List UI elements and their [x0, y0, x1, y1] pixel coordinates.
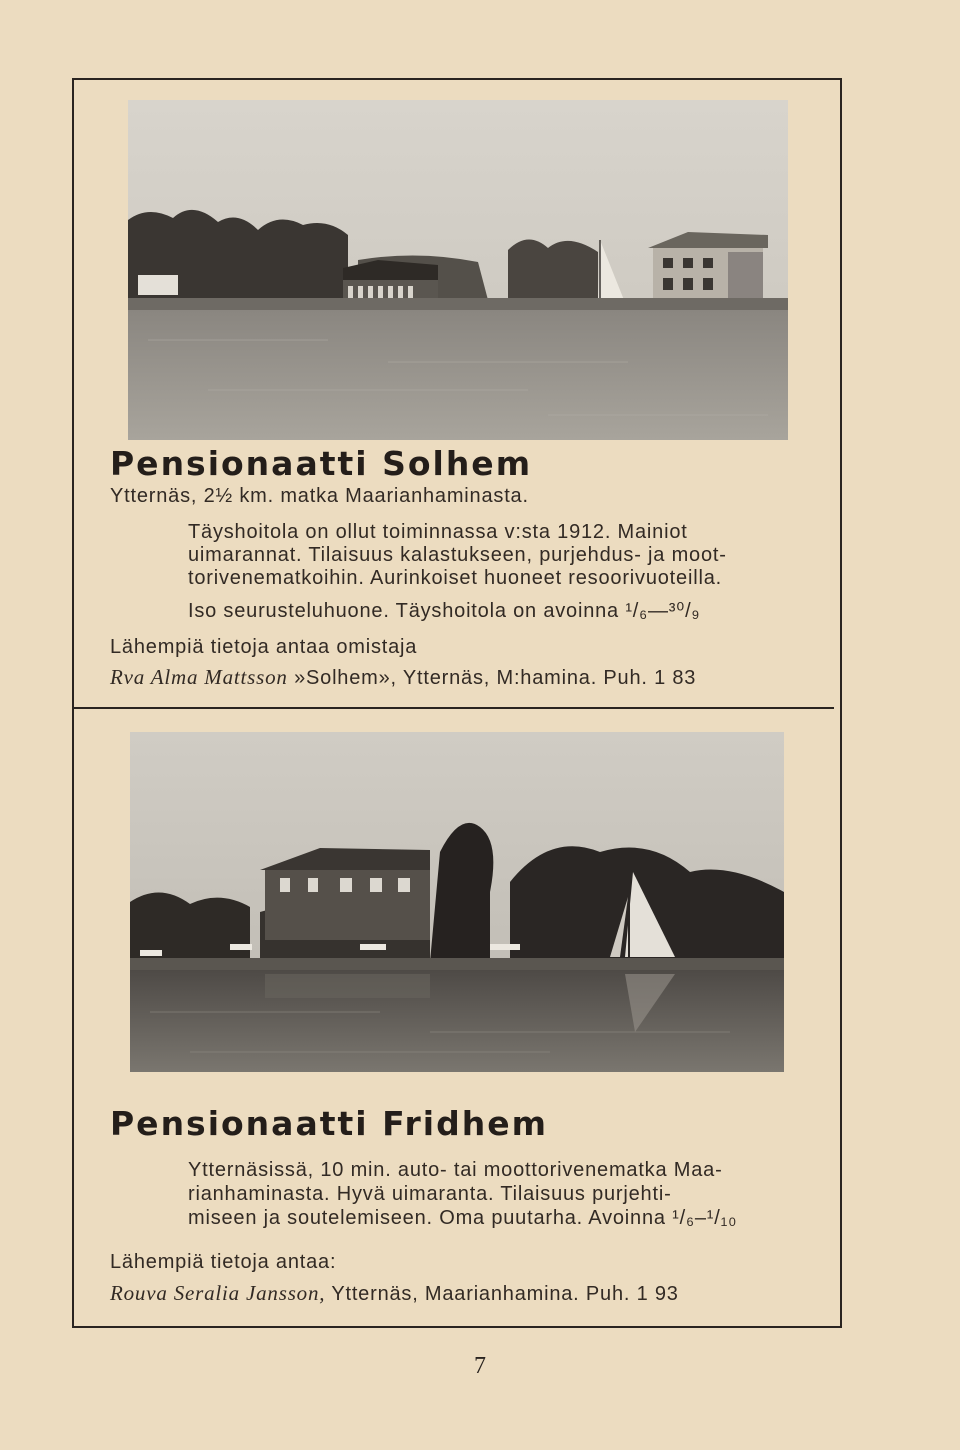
- fridhem-description-line: rianhaminasta. Hyvä uimaranta. Tilaisuus purjehti-: [188, 1183, 672, 1205]
- solhem-description-line: uimarannat. Tilaisuus kalastukseen, purjehdus- ja moot-: [188, 544, 727, 566]
- fridhem-description-line: miseen ja soutelemiseen. Oma puutarha. Avoinna ¹/₆–¹/₁₀: [188, 1207, 738, 1229]
- frame-top-rule: [72, 78, 842, 80]
- frame-left-rule-bottom: [72, 707, 74, 1327]
- fridhem-owner-address: Ytternäs, Maarianhamina. Puh. 1 93: [331, 1283, 679, 1305]
- frame-right-rule-bottom: [840, 707, 842, 1327]
- solhem-contact: [110, 666, 696, 690]
- fridhem-title: Pensionaatti Fridhem: [110, 1104, 548, 1143]
- solhem-description-line: torivenematkoihin. Aurinkoiset huoneet resoorivuoteilla.: [188, 567, 722, 589]
- solhem-description-line: Iso seurusteluhuone. Täyshoitola on avoinna ¹/₆—³⁰/₉: [188, 600, 701, 622]
- fridhem-contact: [110, 1282, 679, 1306]
- solhem-description-line: Täyshoitola on ollut toiminnassa v:sta 1912. Mainiot: [188, 521, 688, 543]
- fridhem-photo: [130, 732, 784, 1072]
- page-number: 7: [474, 1353, 486, 1379]
- solhem-owner-address: »Solhem», Ytternäs, M:hamina. Puh. 1 83: [294, 667, 697, 689]
- solhem-owner-name: Rva Alma Mattsson: [110, 665, 288, 689]
- solhem-info-label: Lähempiä tietoja antaa omistaja: [110, 636, 418, 658]
- frame-bottom-rule: [72, 1326, 842, 1328]
- solhem-title: Pensionaatti Solhem: [110, 444, 533, 483]
- frame-left-rule-top: [72, 78, 74, 708]
- solhem-photo: [128, 100, 788, 440]
- frame-right-rule-top: [840, 78, 842, 708]
- frame-middle-rule: [72, 707, 834, 709]
- fridhem-info-label: Lähempiä tietoja antaa:: [110, 1251, 337, 1273]
- solhem-location: Ytternäs, 2½ km. matka Maarianhaminasta.: [110, 485, 529, 507]
- fridhem-owner-name: Rouva Seralia Jansson,: [110, 1281, 326, 1305]
- fridhem-description-line: Ytternäsissä, 10 min. auto- tai moottorivenematka Maa-: [188, 1159, 723, 1181]
